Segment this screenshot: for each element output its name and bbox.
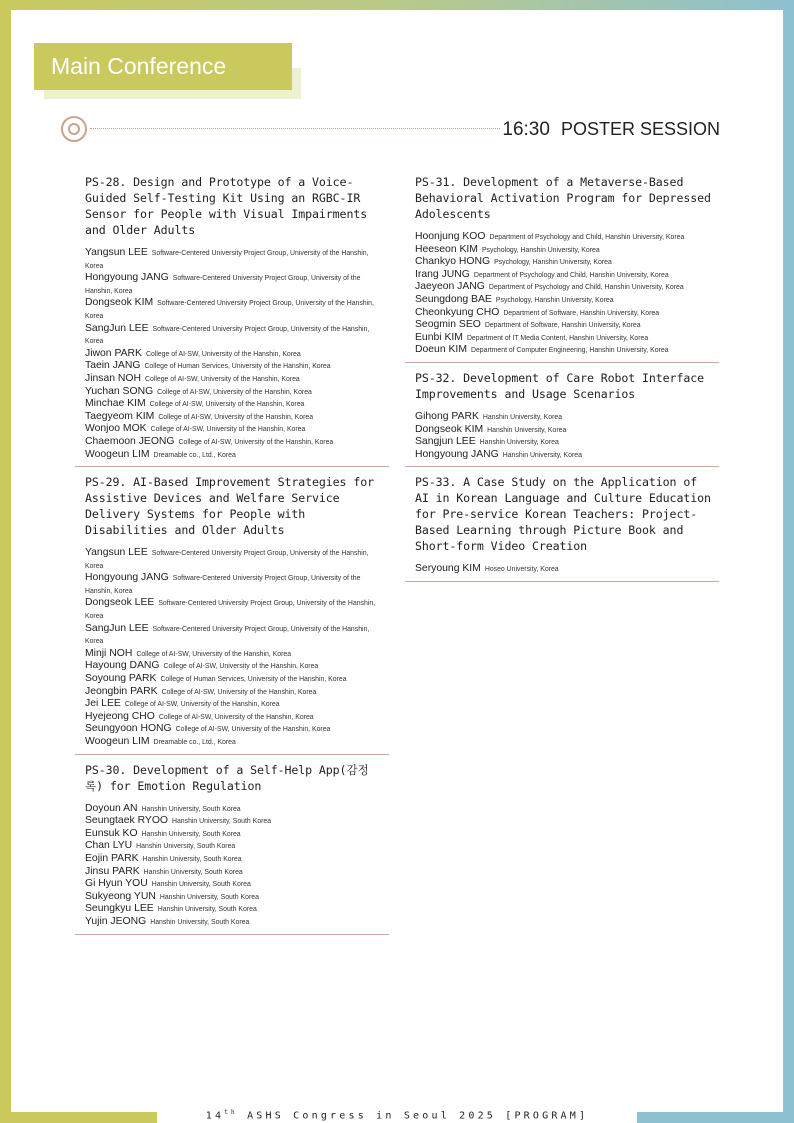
top-decor-band (0, 0, 794, 10)
author-row (85, 411, 381, 424)
author-affiliation: Department of Psychology and Child, Hanshin University, Korea (489, 234, 685, 241)
author-name: Seungkyu LEE (85, 903, 154, 915)
author-affiliation: Software-Centered University Project Group, University of the Hanshin, Korea (85, 250, 369, 270)
author-name: Jinsan NOH (85, 372, 142, 384)
author-name: Irang JUNG (415, 268, 470, 280)
author-affiliation: Software-Centered University Project Group, University of the Hanshin, Korea (85, 575, 361, 595)
author-name: Heeseon KIM (415, 243, 478, 255)
author-affiliation: Hanshin University, South Korea (171, 818, 272, 826)
author-row (85, 815, 381, 828)
author-name: Dongseok LEE (85, 597, 155, 609)
author-affiliation: Hanshin University, South Korea (141, 830, 241, 838)
footer-ordinal-suffix: th (224, 1108, 238, 1116)
author-name: Yangsun LEE (85, 547, 148, 559)
author-row (85, 736, 381, 749)
author-name: Minji NOH (85, 647, 133, 659)
author-row (415, 294, 711, 307)
author-name: Seungdong BAE (415, 293, 492, 305)
poster-title: PS-33. A Case Study on the Application of AI in Korean Language and Culture Education for Pre-service Korean Teachers: Project-Based Learning through Picture Book and Short-form Video Creation (415, 475, 711, 554)
author-affiliation: Software-Centered University Project Group, University of the Hanshin, Korea (85, 325, 370, 346)
author-affiliation: Psychology, Hanshin University, Korea (494, 259, 612, 267)
author-row (415, 307, 711, 320)
author-affiliation: Hanshin University, South Korea (151, 881, 251, 889)
author-name: Hongyoung JANG (85, 272, 169, 284)
author-affiliation: Hanshin University, Korea (482, 413, 563, 421)
author-affiliation: Hanshin University, Korea (487, 426, 567, 434)
author-row (415, 269, 711, 282)
author-affiliation: College of AI-SW, University of the Hanshin, Korea (161, 688, 317, 696)
author-name: Gi Hyun YOU (85, 878, 148, 890)
author-row (415, 256, 711, 269)
author-name: Jinsu PARK (85, 865, 140, 877)
author-affiliation: Hanshin University, South Korea (159, 893, 259, 901)
author-row (85, 247, 381, 272)
author-affiliation: College of AI-SW, University of the Hanshin, Korea (158, 413, 314, 421)
author-affiliation: Hanshin University, South Korea (143, 868, 243, 876)
author-row (415, 244, 711, 257)
author-row (85, 711, 381, 724)
author-row (415, 231, 711, 244)
poster-title: PS-30. Development of a Self-Help App(감정록) for Emotion Regulation (85, 762, 369, 793)
author-affiliation: Department of Software, Hanshin University, Korea (503, 309, 660, 317)
author-name: Chankyo HONG (415, 256, 491, 268)
author-row (85, 272, 381, 297)
author-affiliation: College of AI-SW, University of the Hanshin, Korea (145, 350, 301, 358)
author-row (85, 878, 381, 891)
poster-entry (405, 174, 719, 363)
author-row (85, 547, 381, 572)
author-list (85, 247, 381, 461)
author-name: Dongseok KIM (415, 423, 484, 435)
author-row (85, 866, 381, 879)
author-name: Doyoun AN (85, 802, 138, 814)
author-row (85, 623, 381, 648)
author-name: Chan LYU (85, 840, 133, 852)
author-affiliation: Dreamable co., Ltd., Korea (153, 451, 236, 459)
author-name: Jaeyeon JANG (415, 281, 485, 293)
author-affiliation: College of Human Services, University of the Hanshin, Korea (160, 676, 347, 684)
author-name: Eojin PARK (85, 852, 139, 864)
author-affiliation: Software-Centered University Project Group, University of the Hanshin, Korea (85, 275, 361, 295)
author-affiliation: College of AI-SW, University of the Hanshin, Korea (150, 426, 306, 434)
author-affiliation: Software-Centered University Project Group, University of the Hanshin, Korea (85, 550, 369, 570)
author-list (85, 803, 381, 929)
target-circle-icon (61, 116, 87, 142)
author-name: SangJun LEE (85, 322, 149, 334)
author-affiliation: Department of Psychology and Child, Hanshin University, Korea (488, 284, 684, 292)
author-name: Sukyeong YUN (85, 890, 156, 902)
author-name: Yangsun LEE (85, 247, 148, 258)
author-name: Hongyoung JANG (85, 572, 169, 584)
author-name: Gihong PARK (415, 410, 479, 422)
author-affiliation: Department of Computer Engineering, Hanshin University, Korea (470, 347, 669, 355)
author-affiliation: College of AI-SW, University of the Hanshin, Korea (145, 375, 300, 383)
author-row (85, 673, 381, 686)
author-affiliation: Software-Centered University Project Group, University of the Hanshin, Korea (85, 300, 374, 320)
poster-title: PS-29. AI-Based Improvement Strategies for Assistive Devices and Welfare Service Delivery Systems for People with Disabilities and Older Adults (85, 475, 374, 538)
author-name: Seungyoon HONG (85, 723, 172, 735)
author-name: Cheonkyung CHO (415, 306, 500, 318)
author-affiliation: College of AI-SW, University of the Hanshin, Korea (124, 701, 280, 709)
author-affiliation: Hanshin University, South Korea (142, 855, 242, 863)
session-name: POSTER SESSION (560, 119, 720, 139)
author-name: Seryoung KIM (415, 563, 481, 575)
dotted-divider (90, 128, 500, 129)
author-affiliation: College of AI-SW, University of the Hanshin, Korea (175, 726, 331, 734)
author-affiliation: College of Human Services, University of the Hanshin, Korea (144, 363, 331, 371)
author-row (415, 563, 711, 576)
author-row (85, 686, 381, 699)
poster-title: PS-28. Design and Prototype of a Voice-Guided Self-Testing Kit Using an RGBC-IR Sensor for People with Visual Impairments and Older Adults (85, 175, 368, 237)
author-name: Yujin JEONG (85, 915, 147, 927)
author-row (85, 360, 381, 373)
author-row (85, 323, 381, 348)
author-affiliation: Department of IT Media Content, Hanshin University, Korea (466, 334, 649, 342)
poster-entry (75, 174, 389, 467)
author-name: Soyoung PARK (85, 673, 157, 685)
author-affiliation: College of AI-SW, University of the Hanshin, Korea (157, 388, 312, 396)
page-footer (0, 1109, 794, 1121)
author-name: Jei LEE (85, 698, 121, 710)
author-affiliation: Psychology, Hanshin University, Korea (481, 246, 600, 254)
left-decor-band (0, 0, 11, 1123)
author-name: Jiwon PARK (85, 347, 142, 359)
poster-title: PS-31. Development of a Metaverse-Based Behavioral Activation Program for Depressed Adolescents (415, 175, 711, 221)
session-time: 16:30 (502, 119, 550, 140)
author-name: Doeun KIM (415, 344, 467, 356)
author-affiliation: College of AI-SW, University of the Hanshin, Korea (158, 713, 314, 721)
author-row (85, 648, 381, 661)
author-affiliation: Hanshin University, South Korea (157, 906, 257, 914)
author-name: Dongseok KIM (85, 297, 154, 309)
poster-entry (75, 474, 389, 755)
author-row (415, 424, 711, 437)
author-name: Hayoung DANG (85, 660, 160, 672)
author-name: Seogmin SEO (415, 319, 481, 331)
poster-entry (405, 474, 719, 582)
author-name: Chaemoon JEONG (85, 435, 175, 447)
author-affiliation: Hoseo University, Korea (484, 566, 559, 574)
author-name: Taegyeom KIM (85, 410, 155, 422)
author-row (85, 723, 381, 736)
section-tag: Main Conference (34, 43, 292, 90)
author-affiliation: College of AI-SW, University of the Hanshin, Korea (136, 650, 292, 658)
author-name: Hoonjung KOO (415, 231, 486, 242)
author-affiliation: Department of Psychology and Child, Hanshin University, Korea (473, 271, 669, 279)
author-list (415, 411, 711, 461)
author-row (415, 449, 711, 462)
author-row (85, 297, 381, 322)
author-affiliation: Hanshin University, Korea (479, 439, 559, 447)
author-affiliation: Hanshin University, Korea (502, 451, 582, 459)
author-row (85, 436, 381, 449)
author-affiliation: Hanshin University, South Korea (141, 805, 241, 813)
author-row (415, 344, 711, 357)
author-name: Minchae KIM (85, 398, 146, 410)
session-heading (502, 119, 720, 141)
author-row (85, 398, 381, 411)
right-decor-band (783, 0, 794, 1123)
footer-ordinal: 14 (205, 1110, 225, 1121)
left-column (75, 174, 389, 942)
author-affiliation: Software-Centered University Project Group, University of the Hanshin, Korea (85, 600, 376, 621)
author-row (415, 436, 711, 449)
right-column (405, 174, 719, 589)
author-affiliation: College of AI-SW, University of the Hanshin, Korea (163, 663, 319, 671)
author-name: Hongyoung JANG (415, 448, 499, 460)
author-row (85, 386, 381, 399)
author-list (415, 231, 711, 357)
author-row (85, 449, 381, 462)
author-row (85, 803, 381, 816)
author-name: SangJun LEE (85, 622, 149, 634)
author-affiliation: Hanshin University, South Korea (136, 843, 236, 851)
author-affiliation: Psychology, Hanshin University, Korea (495, 296, 614, 304)
author-name: Hyejeong CHO (85, 710, 155, 722)
author-row (85, 373, 381, 386)
author-row (85, 348, 381, 361)
author-affiliation: Software-Centered University Project Group, University of the Hanshin, Korea (85, 625, 370, 646)
author-affiliation: Dreamable co., Ltd., Korea (153, 739, 236, 746)
author-name: Jeongbin PARK (85, 685, 158, 697)
author-row (415, 411, 711, 424)
author-row (415, 332, 711, 345)
author-name: Yuchan SONG (85, 385, 154, 397)
author-name: Taein JANG (85, 360, 141, 372)
author-affiliation: College of AI-SW, University of the Hanshin, Korea (178, 438, 334, 446)
author-affiliation: Department of Software, Hanshin University, Korea (484, 322, 641, 330)
author-row (85, 916, 381, 929)
author-row (85, 660, 381, 673)
author-name: Eunbi KIM (415, 331, 463, 343)
author-row (85, 853, 381, 866)
author-name: Wonjoo MOK (85, 423, 147, 435)
author-name: Seungtaek RYOO (85, 815, 168, 827)
poster-entry (405, 370, 719, 467)
author-name: Eunsuk KO (85, 827, 138, 839)
author-row (415, 281, 711, 294)
author-row (85, 698, 381, 711)
author-list (85, 547, 381, 749)
author-row (85, 572, 381, 597)
author-name: Sangjun LEE (415, 436, 476, 448)
author-row (85, 423, 381, 436)
author-row (415, 319, 711, 332)
author-row (85, 840, 381, 853)
author-row (85, 828, 381, 841)
author-list (415, 563, 711, 576)
author-row (85, 891, 381, 904)
author-name: Woogeun LIM (85, 448, 150, 460)
author-affiliation: College of AI-SW, University of the Hanshin, Korea (149, 401, 305, 409)
poster-title: PS-32. Development of Care Robot Interface Improvements and Usage Scenarios (415, 370, 704, 401)
poster-entry (75, 762, 389, 935)
footer-text: ASHS Congress in Seoul 2025 [PROGRAM] (237, 1110, 589, 1121)
author-row (85, 903, 381, 916)
author-name: Woogeun LIM (85, 736, 150, 747)
author-row (85, 597, 381, 622)
author-affiliation: Hanshin University, South Korea (150, 918, 250, 926)
